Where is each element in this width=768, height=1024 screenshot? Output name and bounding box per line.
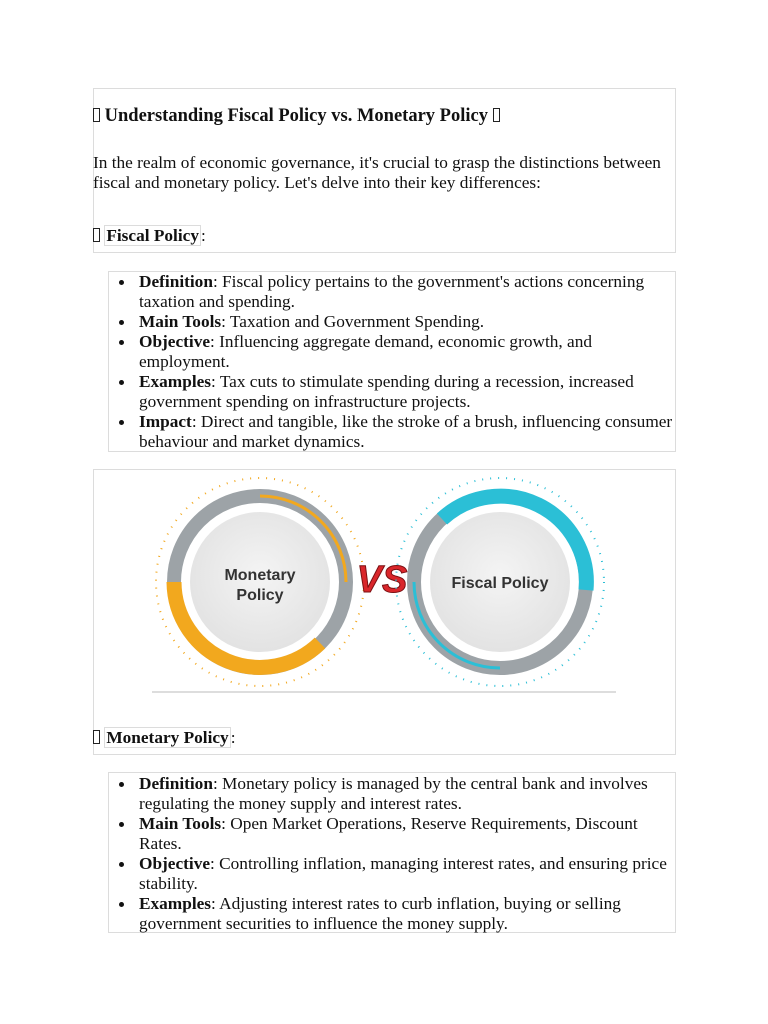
item-label: Definition: [139, 272, 213, 291]
vs-label: VS: [356, 559, 408, 601]
item-label: Definition: [139, 774, 213, 793]
intro-paragraph: In the realm of economic governance, it's crucial to grasp the distinctions between fiscal and monetary policy. Let's delve into their key differences:: [93, 153, 661, 192]
list-item: [139, 272, 679, 312]
missing-glyph-icon: [93, 228, 100, 242]
fiscal-list: [114, 272, 679, 452]
right-label: Fiscal Policy: [451, 575, 549, 592]
left-label-line1: Monetary: [224, 567, 296, 584]
item-text: : Controlling inflation, managing interest rates, and ensuring price stability.: [139, 854, 667, 893]
monetary-heading-text: Monetary Policy: [106, 728, 229, 747]
left-label-line2: Policy: [236, 587, 284, 604]
missing-glyph-icon: [93, 108, 100, 122]
item-label: Objective: [139, 332, 211, 351]
item-label: Objective: [139, 854, 211, 873]
item-label: Main Tools: [139, 312, 222, 331]
item-text: : Direct and tangible, like the stroke of a brush, influencing consumer behaviour and market dynamics.: [139, 412, 673, 451]
title-text: Understanding Fiscal Policy vs. Monetary Policy: [104, 106, 488, 126]
list-item: [139, 894, 679, 934]
list-item: [139, 412, 679, 452]
list-item: [139, 814, 679, 854]
item-label: Examples: [139, 372, 212, 391]
page-title: [93, 106, 500, 127]
item-text: : Influencing aggregate demand, economic growth, and employment.: [139, 332, 592, 371]
item-text: : Monetary policy is managed by the central bank and involves regulating the money supply and interest rates.: [139, 774, 648, 813]
missing-glyph-icon: [493, 108, 500, 122]
item-label: Examples: [139, 894, 212, 913]
list-item: [139, 854, 679, 894]
item-text: : Fiscal policy pertains to the government's actions concerning taxation and spending.: [139, 272, 645, 311]
fiscal-heading-text: Fiscal Policy: [106, 226, 199, 245]
list-item: [139, 774, 679, 814]
monetary-heading: [93, 728, 236, 748]
list-item: [139, 312, 679, 332]
item-label: Main Tools: [139, 814, 222, 833]
monetary-list: [114, 774, 679, 934]
item-text: : Open Market Operations, Reserve Requirements, Discount Rates.: [139, 814, 638, 853]
monetary-vs-fiscal-figure: [152, 470, 616, 695]
monetary-heading-colon: :: [230, 728, 236, 747]
item-text: : Taxation and Government Spending.: [221, 312, 485, 331]
item-label: Impact: [139, 412, 192, 431]
item-text: : Tax cuts to stimulate spending during a recession, increased government spending on infrastructure projects.: [139, 372, 634, 411]
fiscal-heading-colon: :: [200, 226, 206, 245]
fiscal-heading: [93, 226, 206, 246]
item-text: : Adjusting interest rates to curb inflation, buying or selling government securities to influence the money supply.: [139, 894, 621, 933]
missing-glyph-icon: [93, 730, 100, 744]
list-item: [139, 372, 679, 412]
list-item: [139, 332, 679, 372]
